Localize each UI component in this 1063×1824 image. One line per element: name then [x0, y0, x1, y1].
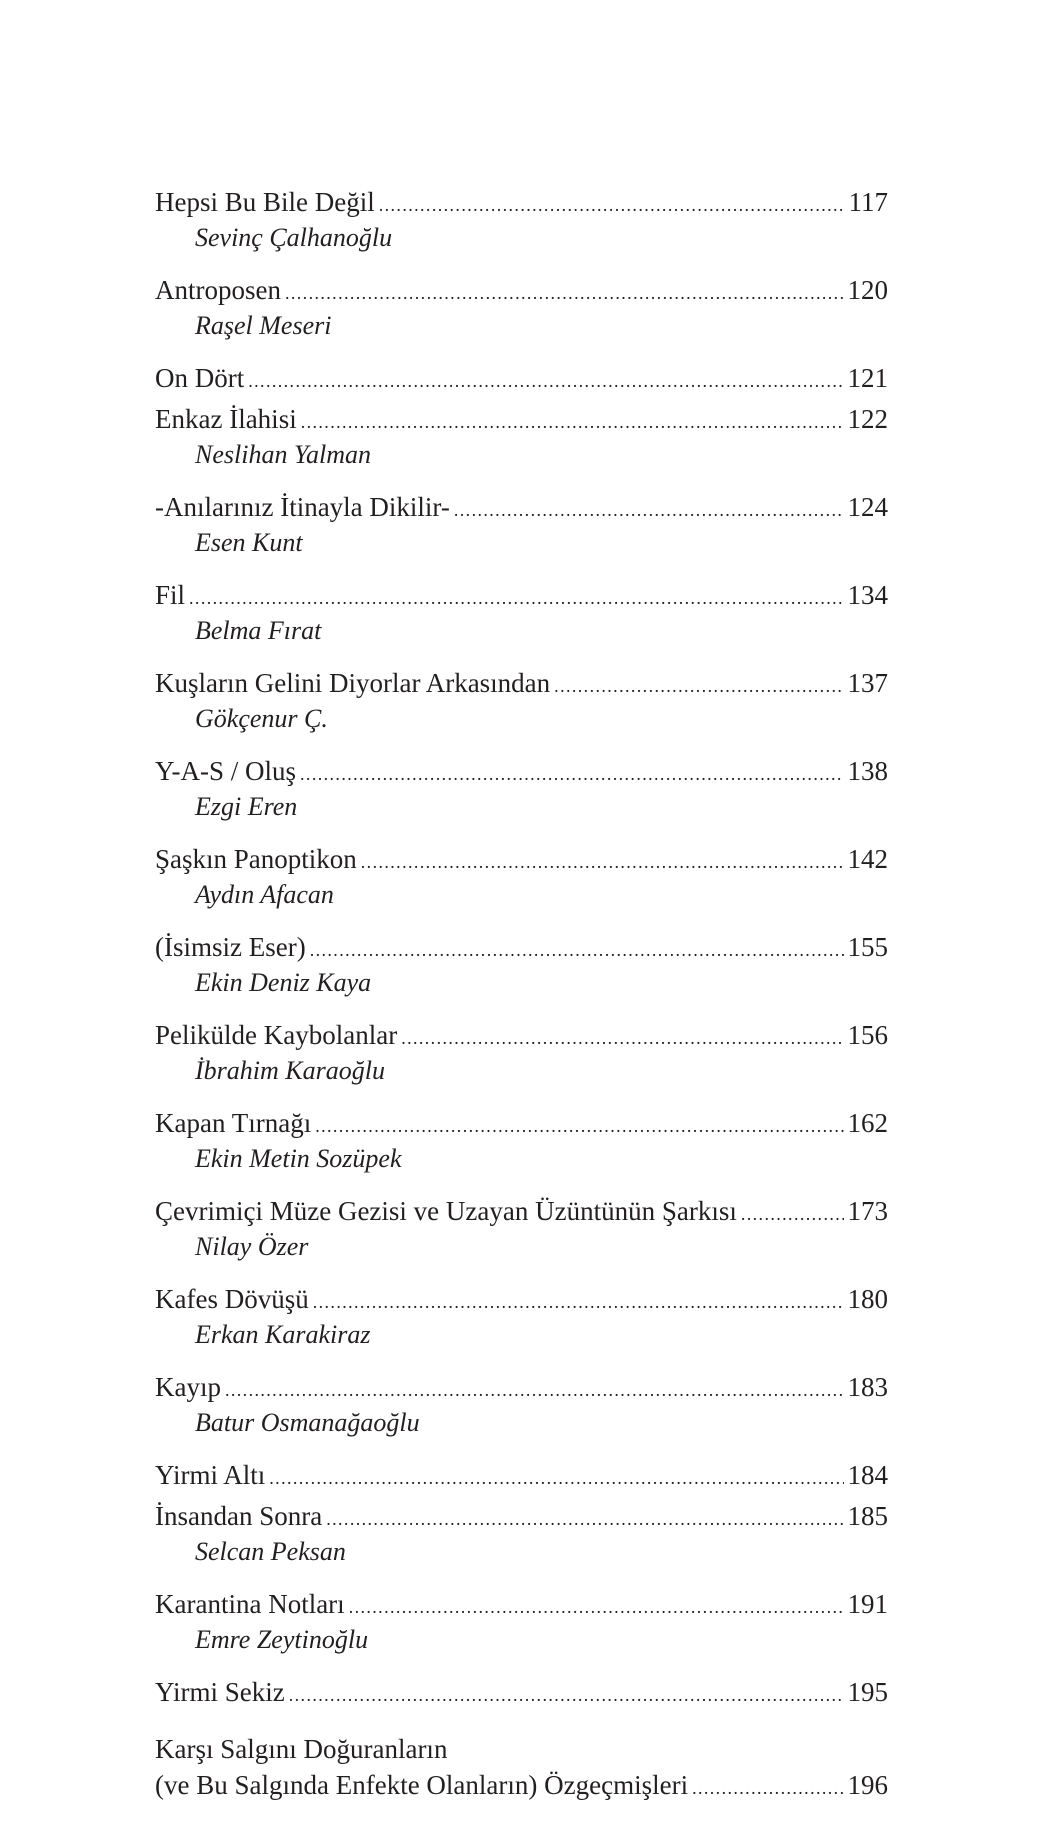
entry-author: Neslihan Yalman: [195, 440, 372, 469]
toc-entry: [155, 1498, 888, 1568]
page-number: 138: [847, 756, 888, 786]
dot-leader: [361, 844, 844, 880]
toc-entry: [155, 577, 888, 647]
entry-title: Kayıp: [155, 1372, 221, 1402]
toc-entry: [155, 1674, 888, 1713]
entry-author: İbrahim Karaoğlu: [195, 1056, 385, 1085]
entry-author: Nilay Özer: [195, 1232, 309, 1261]
entry-author: Aydın Afacan: [195, 880, 334, 909]
entry-title-line2: (ve Bu Salgında Enfekte Olanların) Özgeçmişleri: [155, 1770, 689, 1800]
page-number: 195: [847, 1677, 888, 1707]
page-number: 121: [847, 363, 888, 393]
dot-leader: [285, 275, 844, 311]
dot-leader: [225, 1372, 844, 1408]
entry-title: Kafes Dövüşü: [155, 1284, 309, 1314]
toc-entry: [155, 360, 888, 399]
toc-entry: [155, 841, 888, 911]
dot-leader: [454, 492, 844, 528]
toc-entry: [155, 401, 888, 471]
page-number: 162: [847, 1108, 888, 1138]
entry-author: Esen Kunt: [195, 528, 303, 557]
entry-title: Antroposen: [155, 275, 281, 305]
dot-leader: [349, 1589, 844, 1625]
entry-author: Belma Fırat: [195, 616, 322, 645]
page-number: 184: [847, 1460, 888, 1490]
dot-leader: [269, 1460, 843, 1496]
page-number: 185: [847, 1501, 888, 1531]
entry-title: Y-A-S / Oluş: [155, 756, 297, 786]
page-number: 122: [847, 404, 888, 434]
page-number: 191: [847, 1589, 888, 1619]
page-number: 117: [848, 187, 888, 217]
toc-entry-final: [155, 1731, 888, 1806]
entry-title: Yirmi Altı: [155, 1460, 266, 1490]
entry-author: Ezgi Eren: [195, 792, 298, 821]
entry-title: (İsimsiz Eser): [155, 932, 306, 962]
entry-title: Enkaz İlahisi: [155, 404, 297, 434]
toc-entry: [155, 272, 888, 342]
entry-title: Kuşların Gelini Diyorlar Arkasından: [155, 668, 551, 698]
page-number: 124: [847, 492, 888, 522]
toc-entry: [155, 489, 888, 559]
page-number: 173: [847, 1196, 888, 1226]
dot-leader: [379, 187, 845, 223]
dot-leader: [248, 363, 843, 399]
entry-author: Selcan Peksan: [195, 1537, 346, 1566]
entry-title-line1: Karşı Salgını Doğuranların: [155, 1734, 448, 1764]
dot-leader: [554, 668, 843, 704]
entry-title: Pelikülde Kaybolanlar: [155, 1020, 398, 1050]
entry-author: Ekin Deniz Kaya: [195, 968, 372, 997]
entry-title: Kapan Tırnağı: [155, 1108, 312, 1138]
entry-author: Sevinç Çalhanoğlu: [195, 223, 393, 252]
toc-entry: [155, 665, 888, 735]
page-number: 156: [847, 1020, 888, 1050]
dot-leader: [315, 1108, 843, 1144]
dot-leader: [189, 580, 843, 616]
toc-entry: [155, 1017, 888, 1087]
dot-leader: [326, 1501, 843, 1537]
entry-author: Gökçenur Ç.: [195, 704, 328, 733]
toc-entry: [155, 929, 888, 999]
entry-author: Raşel Meseri: [195, 311, 332, 340]
entry-title: -Anılarınız İtinayla Dikilir-: [155, 492, 450, 522]
entry-title: Çevrimiçi Müze Gezisi ve Uzayan Üzüntünün Şarkısı: [155, 1196, 737, 1226]
entry-title: Hepsi Bu Bile Değil: [155, 187, 375, 217]
page-number: 180: [847, 1284, 888, 1314]
toc-entry: [155, 753, 888, 823]
toc-entry: [155, 1281, 888, 1351]
entry-title: İnsandan Sonra: [155, 1501, 323, 1531]
dot-leader: [313, 1284, 844, 1320]
dot-leader: [289, 1677, 844, 1713]
page-number: 196: [847, 1770, 888, 1800]
page-number: 137: [847, 668, 888, 698]
entry-title: Fil: [155, 580, 186, 610]
page-number: 142: [847, 844, 888, 874]
entry-title: On Dört: [155, 363, 245, 393]
entry-author: Batur Osmanağaoğlu: [195, 1408, 420, 1437]
dot-leader: [301, 404, 844, 440]
entry-author: Emre Zeytinoğlu: [195, 1625, 369, 1654]
toc-entry: [155, 1457, 888, 1496]
dot-leader: [300, 756, 843, 792]
entry-author: Ekin Metin Sozüpek: [195, 1144, 402, 1173]
toc-entry: [155, 1193, 888, 1263]
dot-leader: [310, 932, 844, 968]
dot-leader: [741, 1196, 844, 1232]
entry-title: Karantina Notları: [155, 1589, 345, 1619]
toc-entry: [155, 1586, 888, 1656]
dot-leader: [401, 1020, 843, 1056]
page-number: 155: [847, 932, 888, 962]
page-number: 183: [847, 1372, 888, 1402]
entry-author: Erkan Karakiraz: [195, 1320, 371, 1349]
table-of-contents: [155, 184, 888, 1824]
toc-entry: [155, 184, 888, 254]
dot-leader: [692, 1770, 843, 1806]
toc-entry: [155, 1369, 888, 1439]
page-number: 120: [847, 275, 888, 305]
toc-entry: [155, 1105, 888, 1175]
entry-title: Yirmi Sekiz: [155, 1677, 285, 1707]
page-number: 134: [847, 580, 888, 610]
entry-title: Şaşkın Panoptikon: [155, 844, 357, 874]
